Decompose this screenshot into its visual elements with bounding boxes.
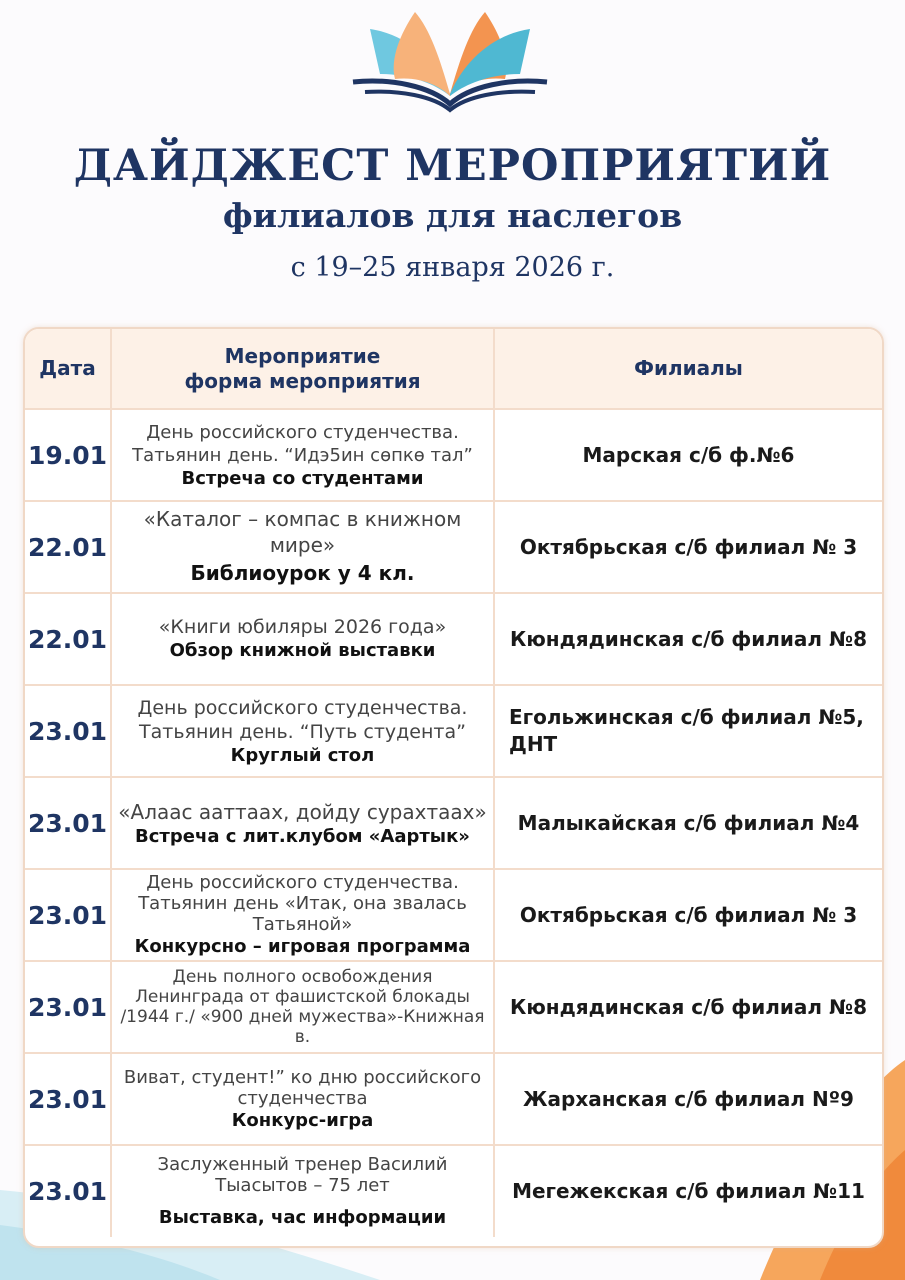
event-title: «Алаас ааттаах, дойду сурахтаах» [118,799,487,824]
row-branch: Егольжинская с/б филиал №5, ДНТ [494,685,882,777]
title-block [0,138,905,288]
row-branch: Октябрьская с/б филиал № 3 [494,501,882,593]
row-branch: Малыкайская с/б филиал №4 [494,777,882,869]
table-header-row [25,329,882,409]
date-range: с 19–25 января 2026 г. [290,252,615,283]
event-form: Обзор книжной выставки [169,640,436,661]
row-branch: Марская с/б ф.№6 [494,409,882,501]
row-branch: Кюндядинская с/б филиал №8 [494,593,882,685]
event-title: «Каталог – компас в книжном мире» [143,507,462,557]
table-row [25,593,882,685]
row-event [111,593,494,685]
row-branch: Октябрьская с/б филиал № 3 [494,869,882,961]
table-row [25,961,882,1053]
event-form: Круглый стол [230,744,375,766]
row-date: 23.01 [25,869,111,961]
row-date: 23.01 [25,685,111,777]
row-date: 22.01 [25,501,111,593]
header-branch: Филиалы [494,329,882,409]
event-title: Заслуженный тренер Василий Тыасытов – 75 лет [157,1154,448,1196]
row-event [111,501,494,593]
row-branch: Кюндядинская с/б филиал №8 [494,961,882,1053]
row-date: 23.01 [25,1053,111,1145]
page-subtitle: филиалов для наслегов [222,196,683,235]
row-event [111,777,494,869]
table-row [25,777,882,869]
event-title: День полного освобождения Ленинграда от фашистской блокады /1944 г./ «900 дней мужества»-Книжная в. [120,967,485,1047]
row-date: 23.01 [25,961,111,1053]
event-form: Встреча со студентами [181,467,424,489]
row-event [111,961,494,1053]
row-branch: Жарханская с/б филиал Nº9 [494,1053,882,1145]
event-title: День российского студенчества. Татьянин день «Итак, она звалась Татьяной» [138,872,467,935]
event-title: Виват, студент!” ко дню российского студенчества [123,1066,482,1109]
event-title: День российского студенчества. Татьянин день. “Идэ5ин сөпкө тал” [132,421,473,466]
row-event [111,869,494,961]
event-title: «Книги юбиляры 2026 года» [158,616,447,638]
open-book-icon [345,4,555,116]
table-row [25,1145,882,1237]
event-form: Выставка, час информации [158,1207,447,1228]
row-date: 22.01 [25,593,111,685]
event-form: Встреча с лит.клубом «Аартык» [135,825,470,847]
table-row [25,685,882,777]
table-row [25,1053,882,1145]
event-form: Библиоурок у 4 кл. [190,561,415,585]
row-event [111,409,494,501]
header-date: Дата [25,329,111,409]
row-date: 23.01 [25,777,111,869]
header-event-line1: Мероприятие [224,343,381,368]
table-row [25,869,882,961]
row-branch: Мегежекская с/б филиал №11 [494,1145,882,1237]
events-table [25,329,882,1237]
event-title: День российского студенчества. Татьянин день. “Путь студента” [137,696,468,743]
row-date: 19.01 [25,409,111,501]
table-row [25,501,882,593]
row-date: 23.01 [25,1145,111,1237]
header-event [111,329,494,409]
page-title: ДАЙДЖЕСТ МЕРОПРИЯТИЙ [73,141,832,191]
event-form: Конкурс-игра [231,1109,374,1131]
events-table-frame [23,327,884,1248]
row-event [111,1145,494,1237]
row-event [111,1053,494,1145]
header-event-line2: форма мероприятия [184,368,421,393]
row-event [111,685,494,777]
table-row [25,409,882,501]
event-form: Конкурсно – игровая программа [134,936,471,957]
